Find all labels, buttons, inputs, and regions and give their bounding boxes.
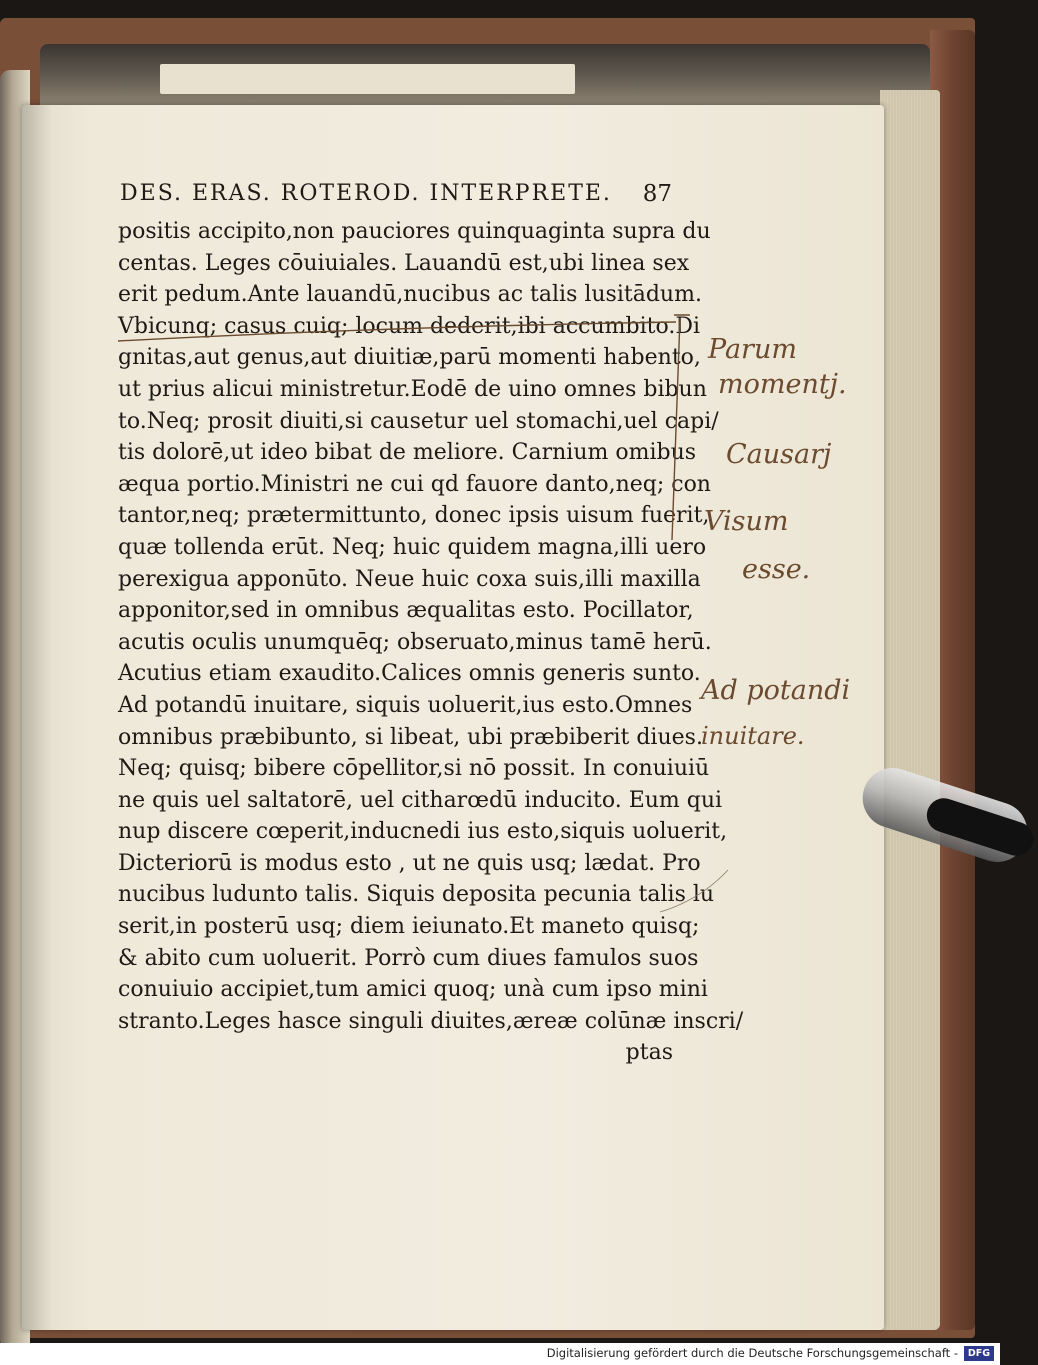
funding-credit: Digitalisierung gefördert durch die Deutsche Forschungsgemeinschaft - xyxy=(546,1346,958,1360)
credit-bar xyxy=(0,1343,1000,1365)
gutter-shadow xyxy=(22,105,52,1330)
text-line: omnibus præbibunto, si libeat, ubi præbiberit diues. xyxy=(118,724,703,750)
running-head: DES. ERAS. ROTEROD. INTERPRETE. xyxy=(120,181,612,206)
page-fore-edge xyxy=(880,90,940,1330)
text-line: & abito cum uoluerit. Porrò cum diues famulos suos xyxy=(118,945,699,971)
margin-note-momenti: momentj. xyxy=(718,369,847,400)
text-line: tis dolorē,ut ideo bibat de meliore. Carnium omibus xyxy=(118,440,697,466)
margin-note-parum: Parum xyxy=(708,334,797,365)
main-text-block xyxy=(118,216,744,1069)
page-number: 87 xyxy=(642,181,672,207)
text-line: Neq; quisq; bibere cōpellitor,si nō possit. In conuiuiū xyxy=(118,756,710,782)
margin-note-visum: Visum xyxy=(704,506,789,537)
margin-note-invitare: inuitare. xyxy=(701,722,805,750)
text-line: apponitor,sed in omnibus æqualitas esto. Pocillator, xyxy=(118,598,694,624)
text-line: conuiuio accipiet,tum amici quoq; unà cum ipso mini xyxy=(118,977,708,1003)
text-line: acutis oculis unumquēq; obseruato,minus tamē herū. xyxy=(118,629,712,655)
text-line: Dicteriorū is modus esto , ut ne quis usq; lædat. Pro xyxy=(118,850,701,876)
text-line: Ad potandū inuitare, siquis uoluerit,ius esto.Omnes xyxy=(118,692,693,718)
text-line: stranto.Leges hasce singuli diuites,æreæ colūnæ inscri/ xyxy=(118,1008,744,1034)
text-line: serit,in posterū usq; diem ieiunato.Et maneto quisq; xyxy=(118,914,700,940)
text-line: ptas xyxy=(625,1040,673,1066)
text-line: gnitas,aut genus,aut diuitiæ,parū momenti habento, xyxy=(118,345,701,371)
margin-note-esse: esse. xyxy=(742,554,811,585)
text-line: quæ tollenda erūt. Neq; huic quidem magna,illi uero xyxy=(118,534,707,560)
text-line: nucibus ludunto talis. Siquis deposita pecunia talis lu xyxy=(118,882,715,908)
text-line: Vbicunq; casus cuiq; locum dederit,ibi accumbito.Di xyxy=(118,313,700,339)
dfg-logo: DFG xyxy=(964,1346,994,1361)
text-line: erit pedum.Ante lauandū,nucibus ac talis lusitādum. xyxy=(118,282,702,308)
text-line: ne quis uel saltatorē, uel citharœdū inducito. Eum qui xyxy=(118,787,723,813)
text-line: ut prius alicui ministretur.Eodē de uino omnes bibun xyxy=(118,376,707,402)
text-line: to.Neq; prosit diuiti,si causetur uel stomachi,uel capi/ xyxy=(118,408,719,434)
text-line: centas. Leges cōuiuiales. Lauandū est,ubi linea sex xyxy=(118,250,690,276)
text-line: tantor,neq; prætermittunto, donec ipsis uisum fuerit, xyxy=(118,503,710,529)
text-line: nup discere cœperit,inducnedi ius esto,siquis uoluerit, xyxy=(118,819,728,845)
paper-strip xyxy=(160,64,575,94)
margin-note-ad-potandi: Ad potandi xyxy=(701,675,851,706)
text-line: perexigua apponūto. Neue huic coxa suis,illi maxilla xyxy=(118,566,701,592)
text-line: Acutius etiam exaudito.Calices omnis generis sunto. xyxy=(118,661,701,687)
margin-note-causari: Causarj xyxy=(726,439,832,470)
text-line: æqua portio.Ministri ne cui qd fauore danto,neq; con xyxy=(118,471,711,497)
text-line: positis accipito,non pauciores quinquaginta supra du xyxy=(118,219,711,244)
